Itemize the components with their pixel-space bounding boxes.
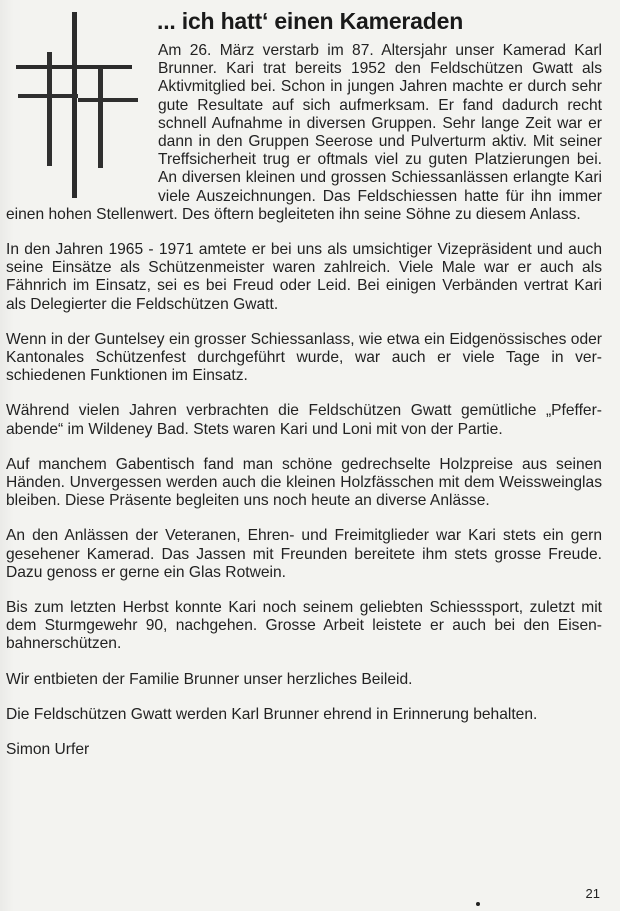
paragraph-8: Wir entbieten der Familie Brunner unser herzliches Beileid. bbox=[6, 670, 413, 688]
paragraph-2: In den Jahren 1965 - 1971 amtete er bei uns als umsichtiger Vizepräsident und auch seine Einsätze als Schützenmeister waren zahlreich. Viele Male war er auch als Fähnrich im Einsatz, sei es bei Freud oder Leid. Bei einigen Verbänden vertrat Kari als Delegierter die Feldschützen Gwatt. bbox=[6, 241, 602, 313]
article-body bbox=[6, 42, 602, 776]
paragraph-3: Wenn in der Guntelsey ein grosser Schiessanlass, wie etwa ein Eidgenössisches oder Kantonales Schützenfest durchgeführt wurde, war auch er viele Tage in verschiedenen Funktionen im Einsatz. bbox=[6, 330, 602, 385]
article-title: ... ich hatt‘ einen Kameraden bbox=[157, 8, 464, 34]
paragraph-9: Die Feldschützen Gwatt werden Karl Brunner ehrend in Erinnerung behalten. bbox=[6, 705, 538, 723]
paragraph-6: An den Anlässen der Veteranen, Ehren- und Freimitglieder war Kari stets ein gern gesehener Kamerad. Das Jassen mit Freunden bereitete ihm stets grosse Freude. Dazu genoss er gerne ein Glas Rotwein. bbox=[6, 527, 602, 581]
paragraph-5: Auf manchem Gabentisch fand man schöne gedrechselte Holzpreise aus seinen Händen. Unvergessen werden auch die kleinen Holzfässchen mit dem Weissweinglas bleiben. Diese Präsente begleiten uns noch heute an diverse Anlässe. bbox=[6, 455, 602, 510]
bottom-dot bbox=[476, 902, 480, 906]
paragraph-7: Bis zum letzten Herbst konnte Kari noch seinem geliebten Schiesssport, zuletzt mit dem Sturmgewehr 90, nachgehen. Grosse Arbeit leistete er auch bei den Eisenbahnerschützen. bbox=[6, 599, 602, 653]
cross-float-spacer bbox=[6, 42, 158, 204]
page-number: 21 bbox=[585, 886, 600, 901]
paragraph-1: Am 26. März verstarb im 87. Altersjahr unser Kamerad Karl Brunner. Kari trat bereits 1952 den Feldschützen Gwatt als Aktivmitglied bei. Schon in jungen Jahren machte er durch sehr gute Resultate auf sich aufmerksam. Er fand dadurch recht schnell Aufnahme in diversen Gruppen. Sehr lange Zeit war er dann in den Gruppen Seerose und Pulverturm aktiv. Mit seiner Treffsicherheit trug er oftmals viel zu guten Platzierungen bei. An diversen kleinen und grossen Schiessanlässen erlangte Kari viele Auszeichnungen. Das Feldschiessen hatte für ihn immer einen hohen Stellenwert. Des öftern begleiteten ihn seine Söhne zu diesem Anlass. bbox=[6, 42, 602, 223]
paragraph-4: Während vielen Jahren verbrachten die Feldschützen Gwatt gemütliche „Pfefferabende“ im Wildeney Bad. Stets waren Kari und Loni mit von der Partie. bbox=[6, 402, 602, 438]
signature: Simon Urfer bbox=[6, 741, 90, 759]
